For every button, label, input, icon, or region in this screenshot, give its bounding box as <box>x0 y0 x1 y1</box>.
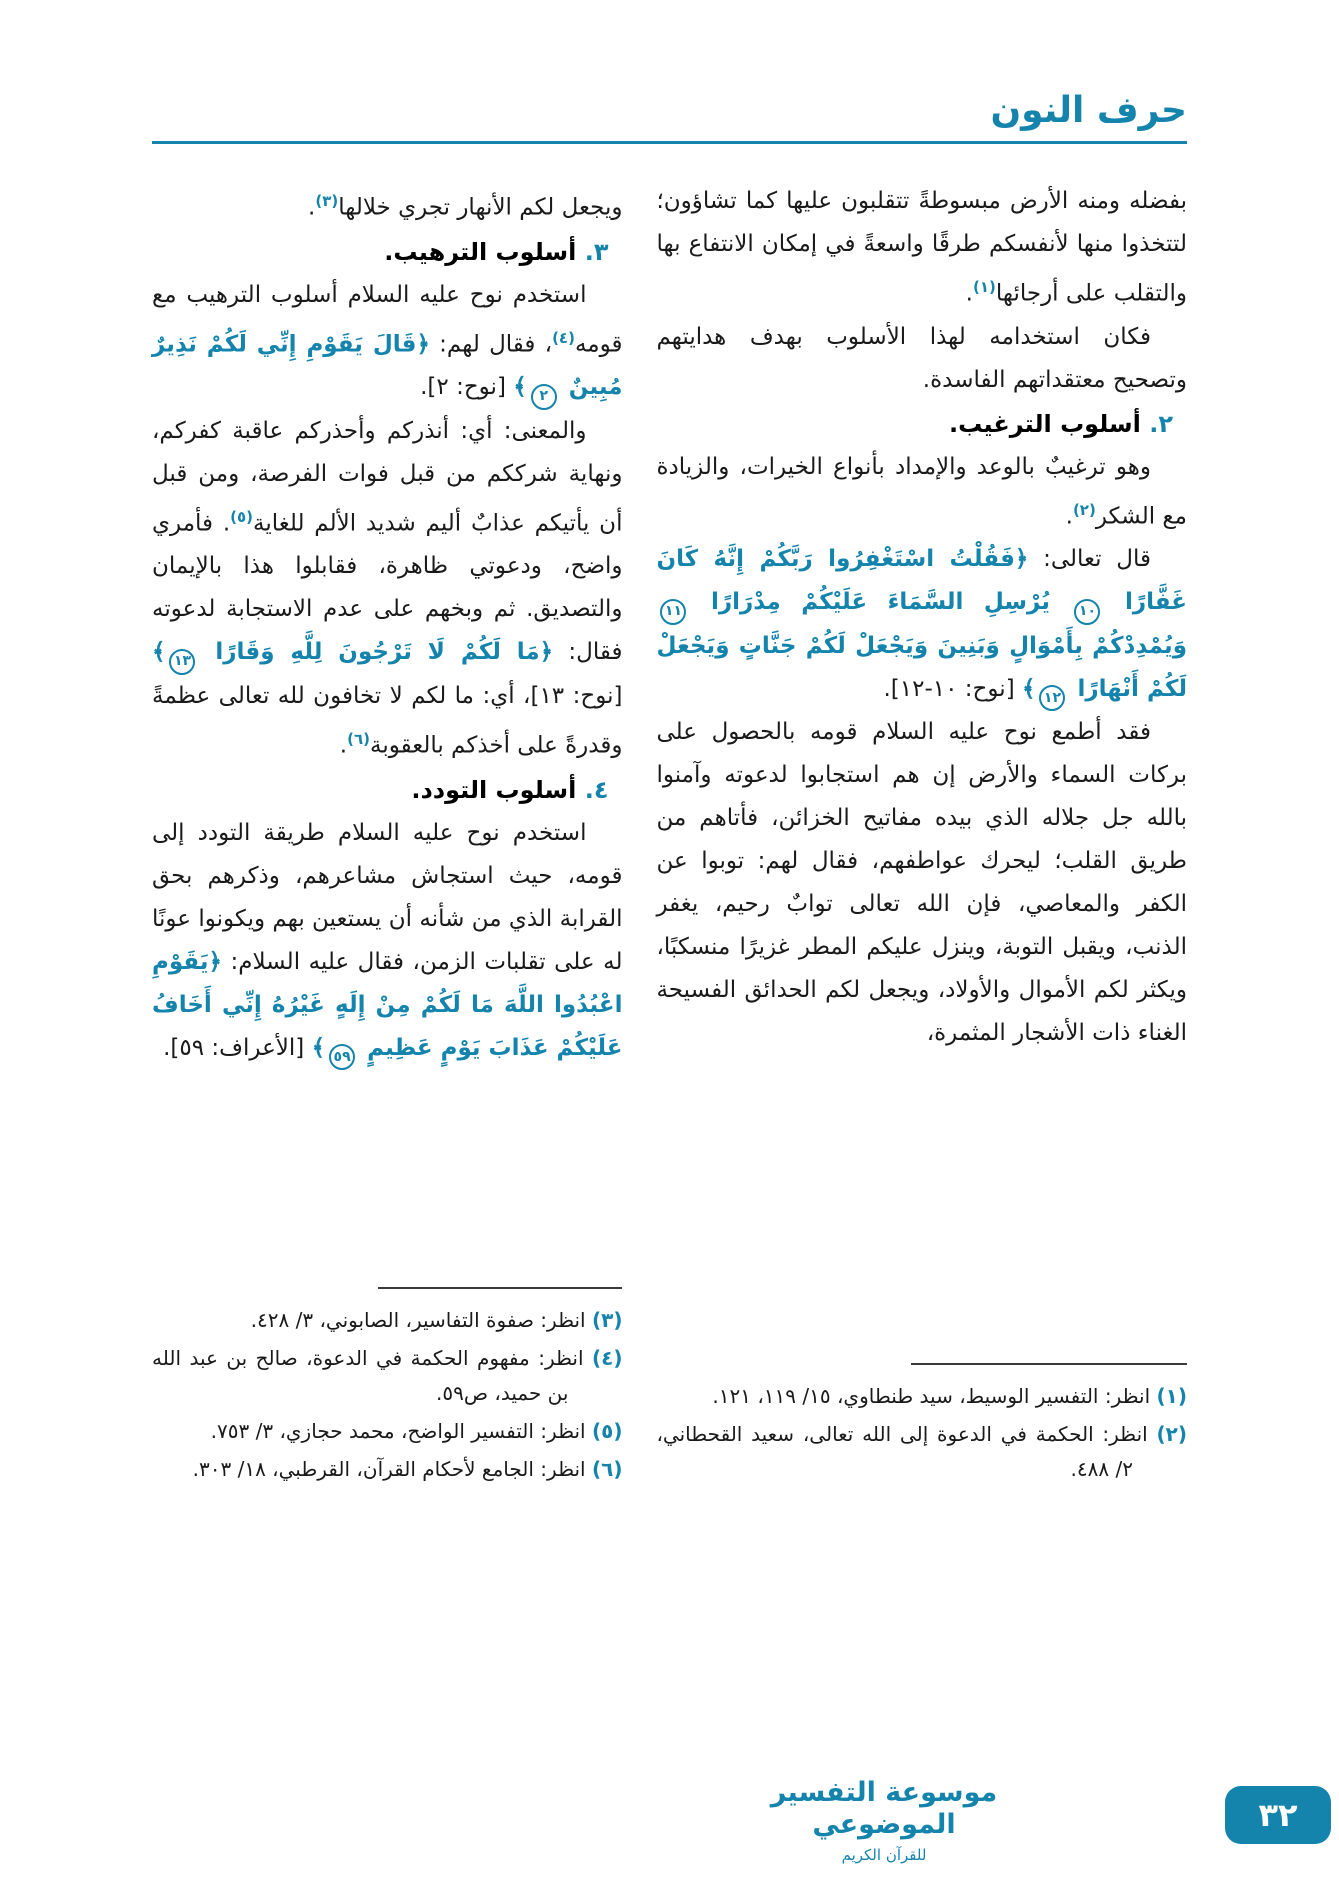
footnote-number: (٥) <box>591 1419 623 1443</box>
publisher-logo <box>759 1777 1009 1864</box>
footnote-list <box>656 1379 1187 1487</box>
quran-verse: ﴾ <box>311 1034 326 1061</box>
section-label: أسلوب الترغيب. <box>949 409 1150 438</box>
page-number-badge <box>1225 1786 1331 1844</box>
body-text: وهو ترغيبٌ بالوعد والإمداد بأنواع الخيرات، والزيادة مع الشكر <box>656 453 1187 530</box>
quran-verse: ﴾ <box>1021 675 1036 702</box>
body-text: استخدم نوح عليه السلام أسلوب الترهيب مع قومه <box>152 281 623 358</box>
quran-verse: ﴿مَا لَكُمْ لَا تَرْجُونَ لِلَّهِ وَقَارًا <box>199 639 554 666</box>
quran-verse: ﴾ <box>513 374 527 401</box>
section-heading <box>152 230 622 274</box>
quran-verse: ﴾ <box>152 639 166 666</box>
footnote <box>152 1452 622 1487</box>
section-heading <box>152 768 622 812</box>
body-text: بفضله ومنه الأرض مبسوطةً تتقلبون عليها كما تشاؤون؛ لتتخذوا منها لأنفسكم طرقًا واسعةً في إمكان الانتفاع بها والتقلب على أرجائها <box>656 188 1187 307</box>
publisher-logo-title: موسوعة التفسير الموضوعي <box>770 1777 998 1840</box>
verse-reference: [نوح: ١٣]، <box>523 682 623 709</box>
footnote-marker: (٢) <box>1072 500 1096 519</box>
footnote-text: انظر: مفهوم الحكمة في الدعوة، صالح بن عبد الله بن حميد، ص٥٩. <box>152 1346 592 1405</box>
footnote-number: (٤) <box>591 1346 623 1370</box>
paragraph <box>152 812 622 1071</box>
footnote <box>152 1303 622 1338</box>
ayah-number: ١٢ <box>1039 685 1065 711</box>
footnote-marker: (٥) <box>230 507 254 526</box>
quran-verse: وَيُمْدِدْكُمْ بِأَمْوَالٍ وَبَنِينَ وَيَجْعَلْ لَكُمْ جَنَّاتٍ وَيَجْعَلْ لَكُمْ أَنْهَارًا <box>656 632 1187 702</box>
body-text: . فأمري واضح، ودعوتي ظاهرة، فقابلوا هذا بالإيمان والتصديق. ثم وبخهم على عدم الاستجابة لدعوته فقال: <box>152 510 623 666</box>
footnote <box>656 1379 1187 1414</box>
quran-verse: ﴿قَالَ يَقَوْمِ إِنِّي لَكُمْ نَذِيرٌ مُبِينٌ <box>152 331 623 401</box>
footnote-text: انظر: صفوة التفاسير، الصابوني، ٣/ ٤٢٨. <box>250 1308 592 1332</box>
section-heading <box>656 402 1187 446</box>
header-divider <box>152 141 1187 144</box>
verse-reference: [الأعراف: ٥٩]. <box>163 1034 312 1061</box>
body-text: . <box>339 732 348 759</box>
page-header <box>152 90 1187 144</box>
footnote <box>656 1417 1187 1487</box>
paragraph: فقد أطمع نوح عليه السلام قومه بالحصول على بركات السماء والأرض إن هم استجابوا لدعوته وآمنوا بالله جل جلاله الذي بيده مفاتيح الخزائن، فأتاهم من طريق القلب؛ ليحرك عواطفهم، فقال لهم: توبوا عن الكفر والمعاصي، فإن الله تعالى توابٌ رحيم، يغفر الذنب، ويقبل التوبة، وينزل عليكم المطر غزيرًا منسكبًا، ويكثر لكم الأموال والأولاد، ويجعل لكم الحدائق الفسيحة الغناء ذات الأشجار المثمرة، <box>656 719 1187 1047</box>
footnote-text: انظر: التفسير الوسيط، سيد طنطاوي، ١٥/ ١١٩، ١٢١. <box>712 1384 1157 1408</box>
footnote-text: انظر: الحكمة في الدعوة إلى الله تعالى، سعيد القحطاني، ٢/ ٤٨٨. <box>656 1422 1157 1481</box>
body-text: استخدم نوح عليه السلام طريقة التودد إلى قومه، حيث استجاش مشاعرهم، وذكرهم بحق القرابة الذي من شأنه أن يستعين بهم ويكونوا عونًا له على تقلبات الزمن، فقال عليه السلام: <box>152 819 623 975</box>
footnote-list <box>152 1303 622 1487</box>
footnote-text: انظر: التفسير الواضح، محمد حجازي، ٣/ ٧٥٣. <box>210 1419 592 1443</box>
right-column <box>656 180 1187 1490</box>
paragraph <box>152 274 622 410</box>
section-number: ٢. <box>1149 409 1173 438</box>
quran-verse: ﴿يَقَوْمِ اعْبُدُوا اللَّهَ مَا لَكُمْ مِنْ إِلَهٍ غَيْرُهُ إِنِّي أَخَافُ عَلَيْكُمْ عَذَابَ يَوْمٍ عَظِيمٍ <box>152 948 623 1061</box>
paragraph <box>656 538 1187 711</box>
footnote-marker: (١) <box>972 278 996 296</box>
paragraph <box>656 180 1187 316</box>
section-number: ٤. <box>584 775 609 804</box>
paragraph <box>152 180 622 230</box>
footnote-number: (٣) <box>591 1308 623 1332</box>
footnote <box>152 1414 622 1449</box>
footnote-text: انظر: الجامع لأحكام القرآن، القرطبي، ١٨/ ٣٠٣. <box>192 1457 592 1481</box>
section-label: أسلوب التودد. <box>411 775 585 804</box>
body-text: ، فقال لهم: <box>429 331 553 358</box>
page-content <box>152 180 1187 1490</box>
ayah-number: ٢ <box>531 384 557 410</box>
body-text: . <box>965 280 973 307</box>
left-footnotes <box>152 1281 622 1490</box>
paragraph <box>656 446 1187 539</box>
footnote-number: (١) <box>1156 1384 1187 1408</box>
verse-reference: [نوح: ٢]. <box>420 374 514 401</box>
footnote-separator <box>378 1287 623 1289</box>
body-text: . <box>308 194 316 221</box>
paragraph <box>152 410 622 768</box>
chapter-title: حرف النون <box>990 90 1187 131</box>
footnote-number: (٢) <box>1156 1422 1187 1446</box>
ayah-number: ١١ <box>660 599 686 625</box>
footnote-number: (٦) <box>591 1457 623 1481</box>
body-text: والمعنى: أي: أنذركم وأحذركم عاقبة كفركم، ونهاية شرككم من قبل فوات الفرصة، ومن قبل أن يأتيكم عذابٌ أليم شديد الألم للغاية <box>152 417 623 537</box>
quran-verse: ﴿فَقُلْتُ اسْتَغْفِرُوا رَبَّكُمْ إِنَّهُ كَانَ غَفَّارًا <box>656 546 1187 616</box>
footnote-marker: (٣) <box>315 192 339 210</box>
ayah-number: ١٠ <box>1074 599 1100 625</box>
page-number: ٣٢ <box>1258 1796 1298 1834</box>
body-text: . <box>1065 503 1073 530</box>
publisher-logo-subtitle: للقرآن الكريم <box>841 1846 927 1864</box>
quran-verse: يُرْسِلِ السَّمَاءَ عَلَيْكُمْ مِدْرَارًا <box>690 589 1071 616</box>
ayah-number: ٥٩ <box>329 1044 355 1070</box>
body-text: أي: ما لكم لا تخافون لله تعالى عظمةً وقدرةً على أخذكم بالعقوبة <box>152 682 623 759</box>
footnote-marker: (٤) <box>552 328 575 347</box>
section-number: ٣. <box>584 237 609 266</box>
body-text: قال تعالى: <box>1028 546 1151 573</box>
paragraph: فكان استخدامه لهذا الأسلوب بهدف هدايتهم وتصحيح معتقداتهم الفاسدة. <box>656 323 1187 393</box>
footnote-marker: (٦) <box>347 729 370 748</box>
verse-reference: [نوح: ١٠-١٢]. <box>883 675 1022 702</box>
footnote <box>152 1341 622 1411</box>
footnote-separator <box>911 1363 1187 1365</box>
right-footnotes <box>656 1357 1187 1490</box>
body-text: ويجعل لكم الأنهار تجري خلالها <box>338 194 623 221</box>
section-label: أسلوب الترهيب. <box>384 237 585 266</box>
ayah-number: ١٣ <box>169 649 195 675</box>
left-column <box>152 180 622 1490</box>
